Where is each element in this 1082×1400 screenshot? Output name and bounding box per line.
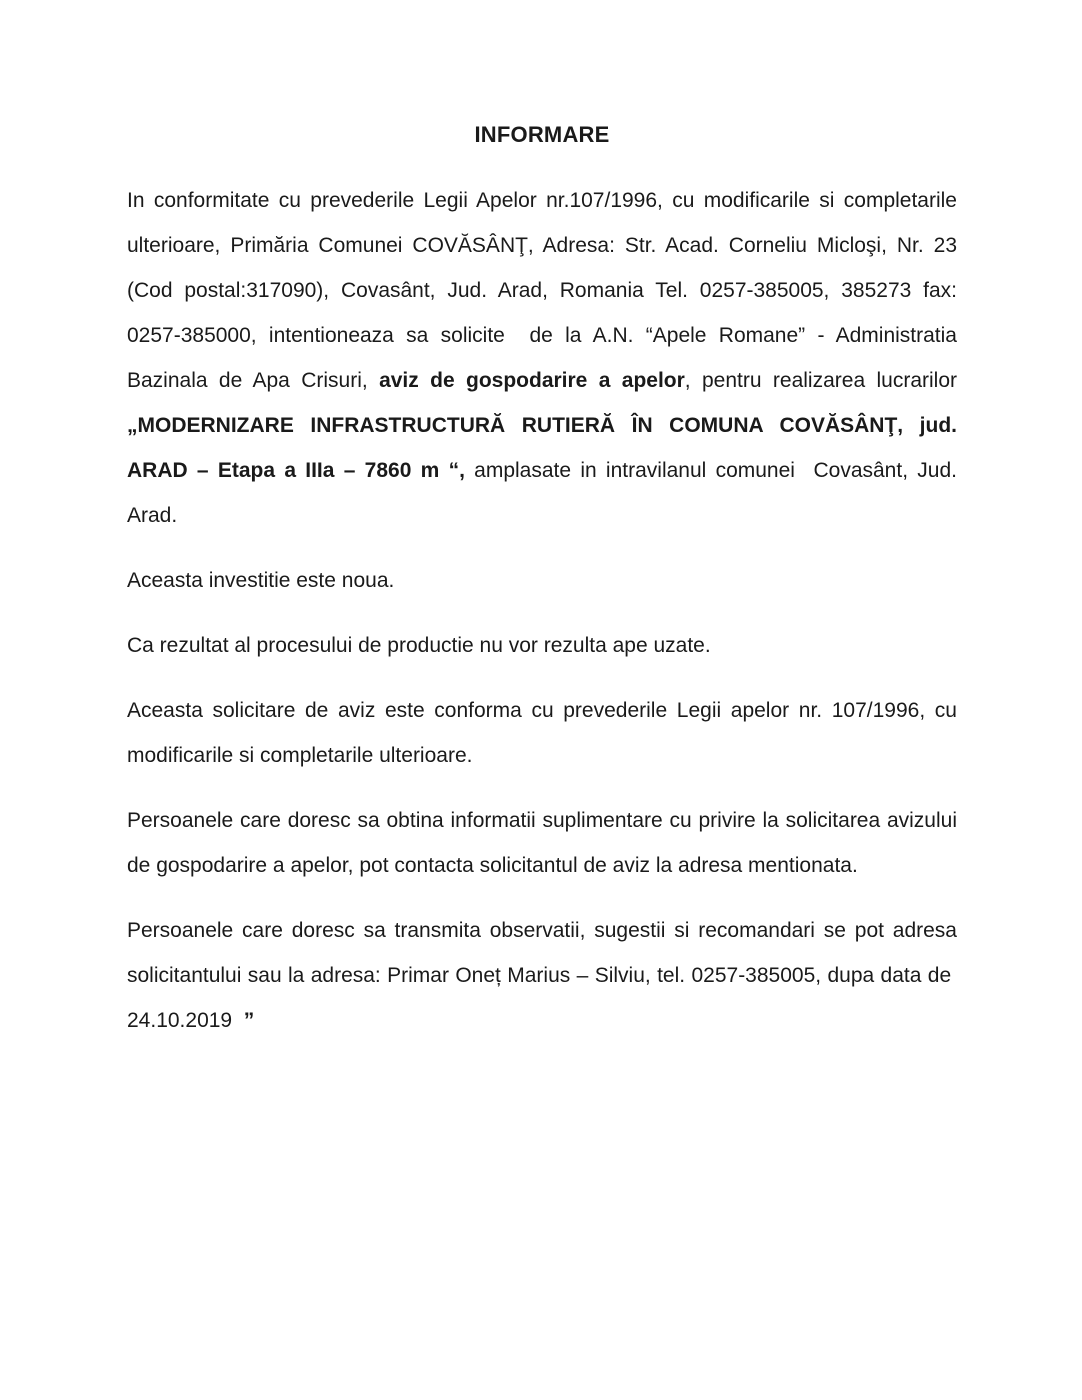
- text-run: , pentru realizarea lucrarilor: [684, 369, 957, 392]
- text-run: Ca rezultat al procesului de productie nu vor rezulta ape uzate.: [127, 634, 711, 657]
- paragraph: [127, 178, 957, 538]
- paragraph: [127, 623, 957, 668]
- text-run: Persoanele care doresc sa obtina informatii suplimentare cu privire la solicitarea avizului de gospodarire a apelor, pot contacta solicitantul de aviz la adresa mentionata.: [127, 809, 957, 877]
- text-run: ”: [243, 1009, 255, 1032]
- text-run: In conformitate cu prevederile Legii Apelor nr.107/1996, cu modificarile si completarile ulterioare, Primăria Comunei COVĂSÂNŢ, Adresa: Str. Acad. Corneliu Micloşi, Nr. 23 (Cod postal:317090), Covasânt, Jud. Arad, Romania Tel. 0257-385005, 385273 fax: 0257-385000, intentioneaza sa solicite de la A.N. “Apele Romane” - Administratia Bazinala de Apa Crisuri,: [127, 189, 957, 392]
- text-run: „MODERNIZARE INFRASTRUCTURĂ RUTIERĂ ÎN COMUNA COVĂSÂNŢ, jud. ARAD – Etapa a IIIa – 7860 m “,: [127, 414, 957, 482]
- paragraph: [127, 558, 957, 603]
- text-run: Persoanele care doresc sa transmita observatii, sugestii si recomandari se pot adresa solicitantului sau la adresa: Primar Oneț Marius – Silviu, tel. 0257-385005, dupa data de 24.10.2019: [127, 919, 957, 1032]
- paragraph: [127, 908, 957, 1043]
- paragraph: [127, 688, 957, 778]
- text-run: Aceasta solicitare de aviz este conforma cu prevederile Legii apelor nr. 107/1996, cu modificarile si completarile ulterioare.: [127, 699, 957, 767]
- text-run: Aceasta investitie este noua.: [127, 569, 395, 592]
- document-body: [127, 178, 957, 1043]
- text-run: aviz de gospodarire a apelor: [379, 369, 685, 392]
- text-run: amplasate in intravilanul comunei Covasânt, Jud. Arad.: [127, 459, 957, 527]
- document-title: INFORMARE: [474, 122, 610, 147]
- paragraph: [127, 798, 957, 888]
